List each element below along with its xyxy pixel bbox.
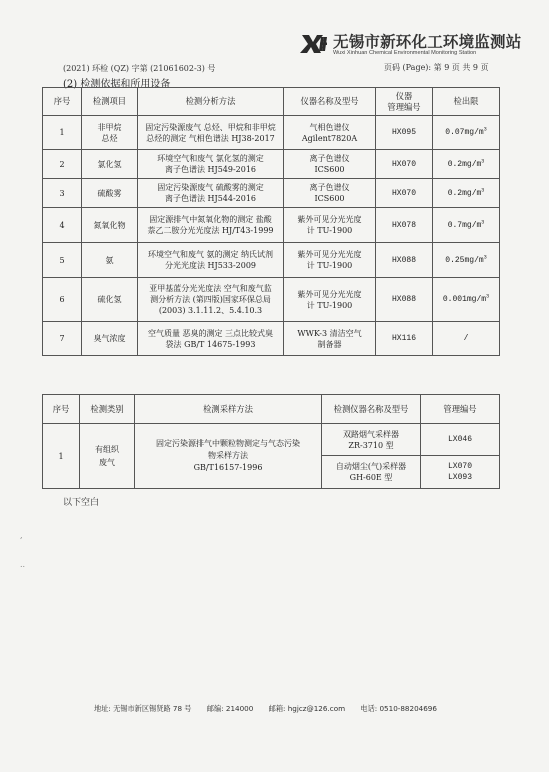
cell-method: 固定污染源废气 总烃、甲烷和非甲烷 总烃的测定 气相色谱法 HJ38-2017: [138, 116, 284, 150]
footer-postcode: 邮编: 214000: [206, 704, 254, 713]
cell-item: 硫酸雾: [82, 179, 138, 208]
header-no: 序号: [43, 88, 82, 116]
cell-item: 非甲烷 总烃: [82, 116, 138, 150]
cell-instrument: 离子色谱仪 ICS600: [284, 150, 376, 179]
cell-code: LX046: [421, 424, 500, 456]
header-category: 检测类别: [80, 395, 135, 424]
cell-item: 氮氧化物: [82, 208, 138, 243]
cell-code: LX070 LX093: [421, 456, 500, 489]
cell-sampling-method: 固定污染源排气中颗粒物测定与气态污染 物采样方法 GB/T16157-1996: [135, 424, 322, 489]
cell-instrument-code: HX088: [376, 278, 433, 322]
sampling-methods-table: [42, 394, 500, 489]
cell-no: 5: [43, 243, 82, 278]
unit-superscript: 3: [486, 293, 490, 300]
cell-instrument-code: HX095: [376, 116, 433, 150]
station-logo-icon: [300, 31, 330, 55]
blank-below-note: 以下空白: [63, 498, 100, 508]
detection-limit-value: 0.001mg/m: [442, 295, 487, 304]
cell-detection-limit: [433, 150, 500, 179]
org-name-en: Wuxi Xinhuan Chemical Environmental Monitoring Station: [333, 50, 477, 56]
header-sampling-method: 检测采样方法: [135, 395, 322, 424]
footer-contact: [94, 704, 450, 714]
cell-method: 空气质量 恶臭的测定 三点比较式臭 袋法 GB/T 14675-1993: [138, 322, 284, 356]
table-row: [43, 424, 500, 456]
cell-item: 硫化氢: [82, 278, 138, 322]
cell-category: 有组织 废气: [80, 424, 135, 489]
header-instrument-code: 仪器 管理编号: [376, 88, 433, 116]
cell-no: 6: [43, 278, 82, 322]
footer-email: 邮箱: hgjcz@126.com: [268, 704, 346, 713]
cell-detection-limit: [433, 322, 500, 356]
unit-superscript: 3: [481, 218, 485, 225]
cell-method: 环境空气和废气 氯化氢的测定 离子色谱法 HJ549-2016: [138, 150, 284, 179]
report-number: (2021) 环检 (QZ) 字第 (21061602-3) 号: [63, 64, 216, 73]
unit-superscript: 3: [483, 126, 487, 133]
detection-limit-value: 0.2mg/m: [447, 188, 482, 198]
header-code: 管理编号: [421, 395, 500, 424]
detection-limit-value: 0.7mg/m: [447, 220, 482, 230]
cell-no: 2: [43, 150, 82, 179]
cell-instrument: 紫外可见分光光度 计 TU-1900: [284, 208, 376, 243]
margin-mark: ..: [20, 560, 26, 569]
analysis-methods-table: [42, 87, 500, 356]
table-row: [43, 322, 500, 356]
cell-instrument: 紫外可见分光光度 计 TU-1900: [284, 243, 376, 278]
cell-instrument-code: HX070: [376, 179, 433, 208]
cell-instrument: 自动烟尘(气)采样器 GH-60E 型: [322, 456, 421, 489]
table-row: [43, 278, 500, 322]
section-title: (2) 检测依据和所用设备: [63, 79, 171, 90]
cell-method: 固定源排气中氮氧化物的测定 盐酸 萘乙二胺分光光度法 HJ/T43-1999: [138, 208, 284, 243]
unit-superscript: 3: [481, 157, 485, 164]
cell-no: 1: [43, 116, 82, 150]
footer-phone: 电话: 0510-88204696: [360, 704, 437, 713]
footer-address: 地址: 无锡市新区锡贤路 78 号: [94, 704, 192, 713]
cell-detection-limit: [433, 208, 500, 243]
cell-instrument-code: HX088: [376, 243, 433, 278]
cell-no: 7: [43, 322, 82, 356]
unit-superscript: 3: [481, 186, 485, 193]
detection-limit-value: 0.07mg/m: [445, 128, 484, 137]
cell-instrument-code: HX070: [376, 150, 433, 179]
header-method: 检测分析方法: [138, 88, 284, 116]
cell-method: 亚甲基蓝分光光度法 空气和废气监 测分析方法 (第四版)国家环保总局 (2003) 3.1.11.2、5.4.10.3: [138, 278, 284, 322]
header-item: 检测项目: [82, 88, 138, 116]
cell-instrument: WWK-3 清洁空气 制备器: [284, 322, 376, 356]
cell-item: 氨: [82, 243, 138, 278]
cell-method: 环境空气和废气 氨的测定 纳氏试剂 分光光度法 HJ533-2009: [138, 243, 284, 278]
table-row: [43, 150, 500, 179]
cell-detection-limit: [433, 278, 500, 322]
cell-detection-limit: [433, 116, 500, 150]
table-header-row: [43, 395, 500, 424]
cell-detection-limit: [433, 179, 500, 208]
cell-item: 臭气浓度: [82, 322, 138, 356]
cell-instrument: 气相色谱仪 Agilent7820A: [284, 116, 376, 150]
cell-instrument: 紫外可见分光光度 计 TU-1900: [284, 278, 376, 322]
header-no: 序号: [43, 395, 80, 424]
table-row: [43, 208, 500, 243]
cell-no: 1: [43, 424, 80, 489]
margin-mark: ,: [20, 531, 23, 540]
detection-limit-value: /: [463, 334, 469, 343]
cell-instrument: 离子色谱仪 ICS600: [284, 179, 376, 208]
cell-instrument-code: HX078: [376, 208, 433, 243]
detection-limit-value: 0.25mg/m: [445, 255, 484, 265]
header-instrument: 仪器名称及型号: [284, 88, 376, 116]
cell-item: 氯化氢: [82, 150, 138, 179]
header-instrument: 检测仪器名称及型号: [322, 395, 421, 424]
cell-method: 固定污染源废气 硫酸雾的测定 离子色谱法 HJ544-2016: [138, 179, 284, 208]
cell-instrument-code: HX116: [376, 322, 433, 356]
table-row: [43, 243, 500, 278]
header-detection-limit: 检出限: [433, 88, 500, 116]
page-info: 页码 (Page): 第 9 页 共 9 页: [384, 63, 489, 72]
cell-detection-limit: [433, 243, 500, 278]
detection-limit-value: 0.2mg/m: [447, 159, 482, 169]
cell-instrument: 双路烟气采样器 ZR-3710 型: [322, 424, 421, 456]
table-row: [43, 179, 500, 208]
org-name-cn: 无锡市新环化工环境监测站: [333, 33, 522, 51]
cell-no: 3: [43, 179, 82, 208]
table-row: [43, 116, 500, 150]
table-header-row: [43, 88, 500, 116]
cell-no: 4: [43, 208, 82, 243]
unit-superscript: 3: [483, 253, 487, 260]
